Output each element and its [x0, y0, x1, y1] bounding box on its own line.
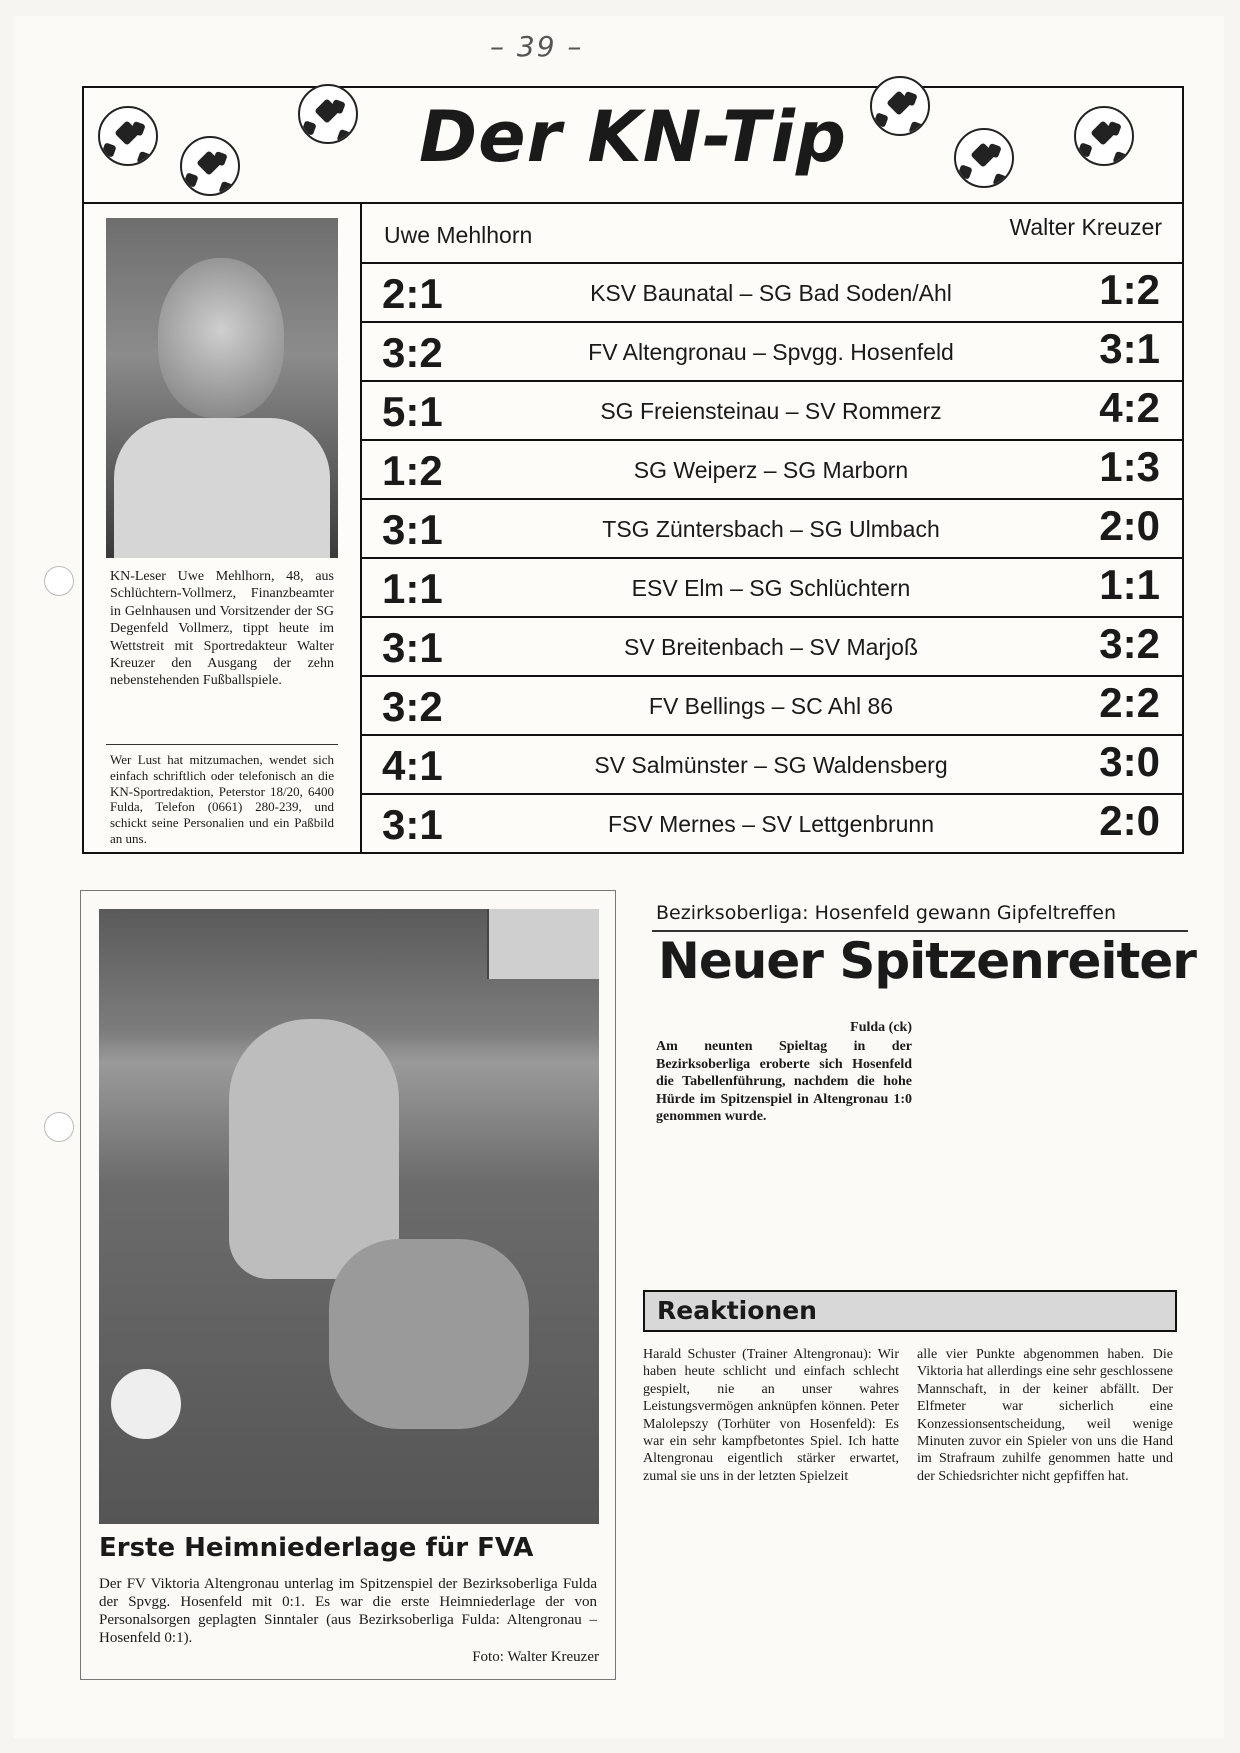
- article-headline: Neuer Spitzenreiter: [658, 932, 1196, 990]
- reaktionen-title: Reaktionen: [657, 1296, 817, 1325]
- punch-hole: [44, 566, 74, 596]
- match-row: [360, 500, 1182, 559]
- tipper-portrait: [106, 218, 338, 558]
- match-name: SG Weiperz – SG Marborn: [633, 457, 909, 483]
- reaktionen-column-1: Harald Schuster (Trainer Altengronau): Wir haben heute schlicht und einfach schlecht gespielt, nie an unser wahres Leistungsvermögen anknüpfen können. Peter Malolepszy (Torhüter von Hosenfeld): Es war ein sehr kampfbetontes Spiel. Ich hatte Altengronau eigentlich stärker erwartet, zumal sie uns in der letzten Spielzeit: [643, 1347, 899, 1484]
- match-name: FV Bellings – SC Ahl 86: [648, 693, 894, 719]
- match-row: [360, 441, 1182, 500]
- match-name: SV Breitenbach – SV Marjoß: [623, 634, 919, 660]
- participation-note: Wer Lust hat mitzumachen, wendet sich einfach schriftlich oder telefonisch an die KN-Sportredaktion, Peterstor 18/20, 6400 Fulda, Telefon (0661) 280-239, und schickt seine Personalien und ein Paßbild an uns.: [110, 752, 334, 846]
- right-tip: 3:1: [1099, 325, 1160, 372]
- match-row: [360, 382, 1182, 441]
- right-tip: 4:2: [1099, 384, 1160, 431]
- kn-tip-title: Der KN-Tip: [419, 96, 847, 178]
- left-tip: 3:1: [382, 624, 443, 671]
- tipper-caption: KN-Leser Uwe Mehlhorn, 48, aus Schlüchtern-Vollmerz, Finanzbeamter in Gelnhausen und Vorsitzender der SG Degenfeld Vollmerz, tippt heute im Wettstreit mit Sportredakteur Walter Kreuzer den Ausgang der zehn nebenstehenden Fußballspiele.: [110, 569, 334, 689]
- match-row: [360, 323, 1182, 382]
- right-tip: 3:2: [1099, 620, 1160, 667]
- match-name: ESV Elm – SG Schlüchtern: [631, 575, 911, 601]
- match-name: SG Freiensteinau – SV Rommerz: [600, 398, 942, 424]
- match-name: FV Altengronau – Spvgg. Hosenfeld: [588, 339, 954, 365]
- left-tip: 3:2: [382, 329, 443, 376]
- match-row: [360, 795, 1182, 852]
- match-name: SV Salmünster – SG Waldensberg: [594, 752, 948, 778]
- left-tip: 2:1: [382, 270, 443, 317]
- match-row: [360, 736, 1182, 795]
- right-tip: 1:3: [1099, 443, 1160, 490]
- kn-tip-header: [84, 88, 1182, 204]
- punch-hole: [44, 1112, 74, 1142]
- photo-article-title: Erste Heimniederlage für FVA: [99, 1533, 534, 1563]
- left-tip: 3:1: [382, 506, 443, 553]
- match-photo: [99, 909, 599, 1524]
- match-name: KSV Baunatal – SG Bad Soden/Ahl: [590, 280, 952, 306]
- divider: [106, 744, 338, 745]
- match-name: FSV Mernes – SV Lettgenbrunn: [607, 811, 935, 837]
- match-name: TSG Züntersbach – SG Ulmbach: [602, 516, 940, 542]
- right-tip: 1:2: [1099, 266, 1160, 313]
- match-row: [360, 618, 1182, 677]
- right-tip: 1:1: [1099, 561, 1160, 608]
- kn-tip-box: [82, 86, 1184, 854]
- reaktionen-header: [643, 1290, 1177, 1332]
- left-tip: 1:2: [382, 447, 443, 494]
- left-tip: 3:2: [382, 683, 443, 730]
- photo-article: [80, 890, 616, 1680]
- match-row: [360, 264, 1182, 323]
- match-row: [360, 677, 1182, 736]
- photo-credit: Foto: Walter Kreuzer: [472, 1649, 599, 1665]
- right-tipper-name: Walter Kreuzer: [1009, 214, 1162, 240]
- left-tip: 1:1: [382, 565, 443, 612]
- left-tipper-name: Uwe Mehlhorn: [384, 222, 533, 248]
- right-tip: 2:2: [1099, 679, 1160, 726]
- match-row: [360, 559, 1182, 618]
- article-dateline: Fulda (ck): [850, 1020, 912, 1035]
- tipper-names: [360, 204, 1182, 264]
- right-tip: 3:0: [1099, 738, 1160, 785]
- reaktionen-column-2: alle vier Punkte abgenommen haben. Die Viktoria hat allerdings eine sehr geschlossene Mannschaft, in der keiner abfällt. Der Elfmeter war sicherlich eine Konzessionsentscheidung, weil wenige Minuten zuvor ein Spieler von uns die Hand im Strafraum zuhilfe genommen hatte und der Schiedsrichter nicht gepfiffen hat.: [917, 1347, 1173, 1484]
- left-tip: 5:1: [382, 388, 443, 435]
- left-tip: 3:1: [382, 801, 443, 848]
- article-kicker: Bezirksoberliga: Hosenfeld gewann Gipfeltreffen: [656, 902, 1117, 924]
- article-lead: Am neunten Spieltag in der Bezirksoberliga eroberte sich Hosenfeld die Tabellenführung, nachdem die hohe Hürde im Spitzenspiel in Altengronau 1:0 genommen wurde.: [656, 1039, 912, 1124]
- right-tip: 2:0: [1099, 797, 1160, 844]
- right-tip: 2:0: [1099, 502, 1160, 549]
- tipper-sidebar: [84, 204, 362, 852]
- left-tip: 4:1: [382, 742, 443, 789]
- photo-article-text: Der FV Viktoria Altengronau unterlag im Spitzenspiel der Bezirksoberliga Fulda der Spvgg. Hosenfeld mit 0:1. Es war die erste Heimniederlage der von Personalsorgen geplagten Sinntaler (aus Bezirksoberliga Fulda: Altengronau – Hosenfeld 0:1).: [99, 1576, 597, 1646]
- page-number: – 39 –: [490, 30, 584, 63]
